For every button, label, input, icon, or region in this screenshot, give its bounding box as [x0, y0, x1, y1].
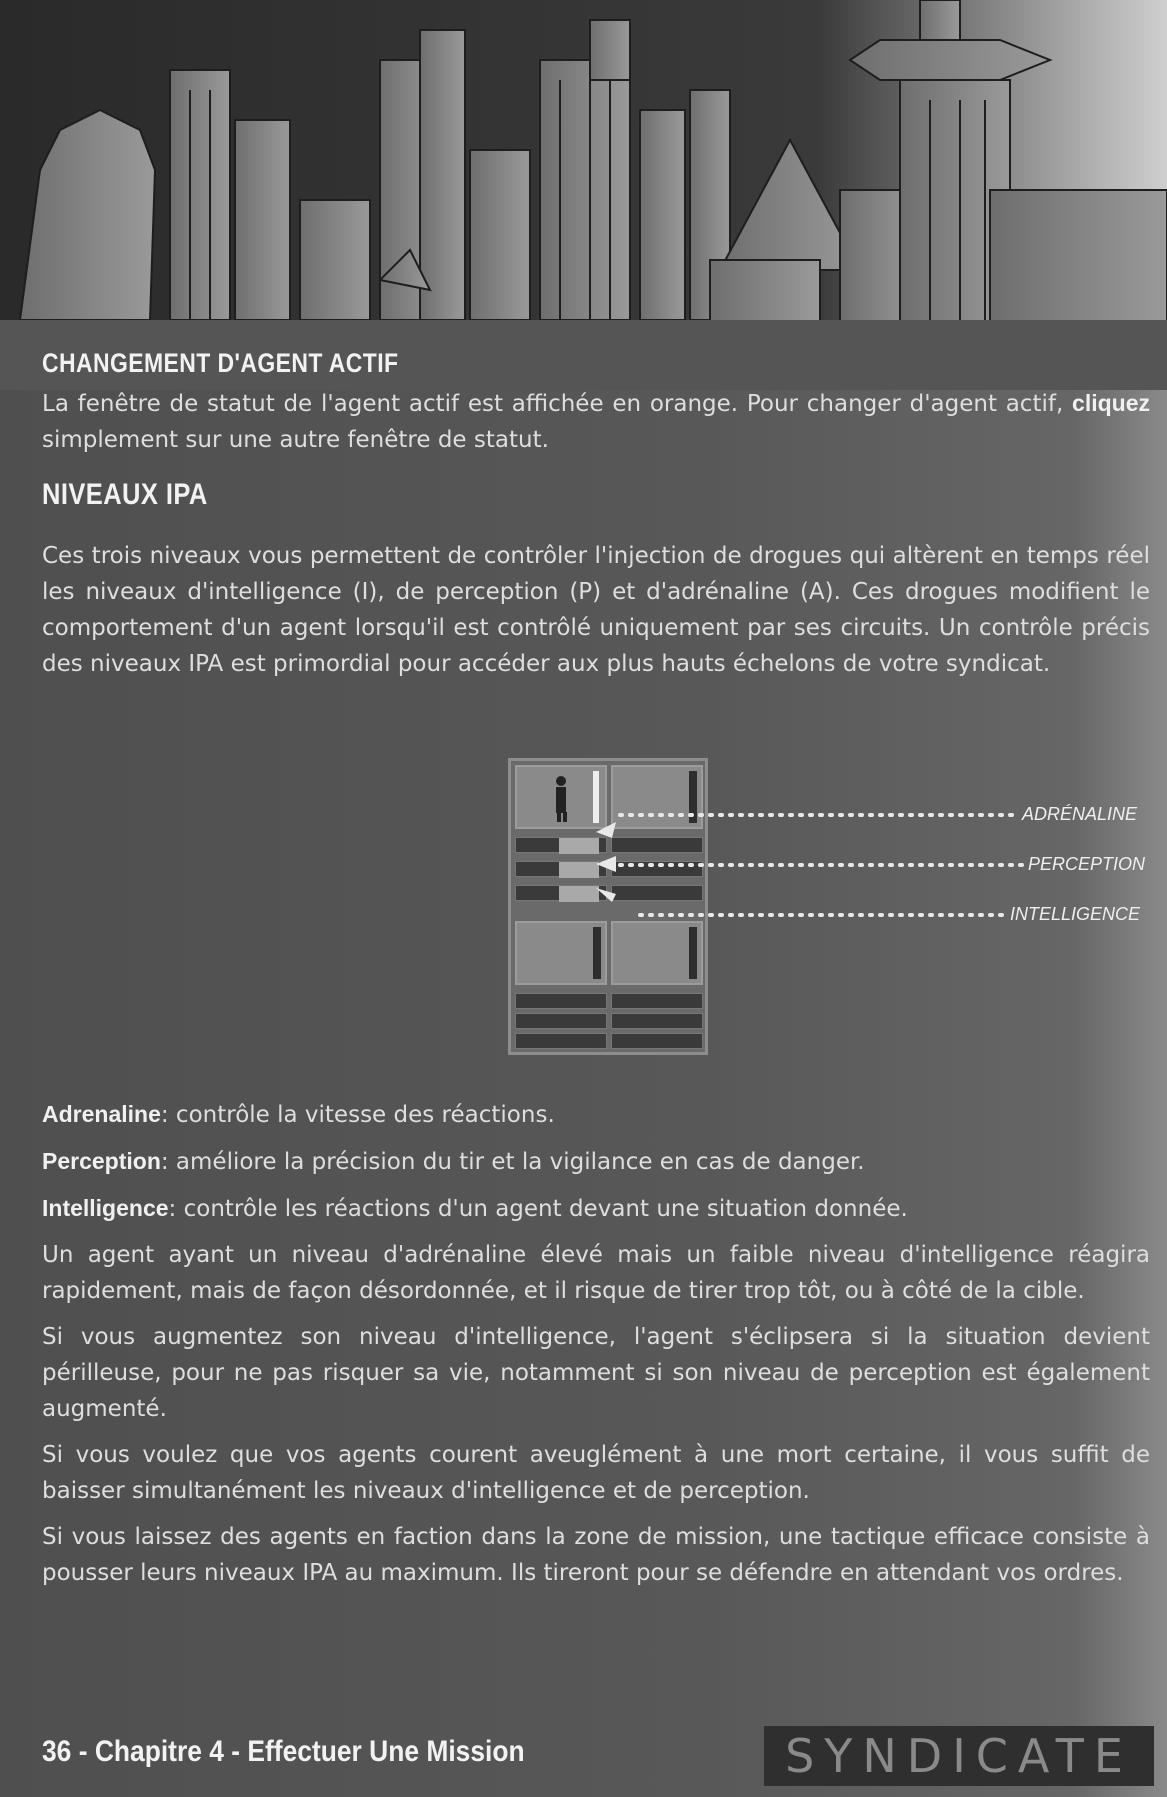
page-footer-title: 36 - Chapitre 4 - Effectuer Une Mission: [42, 1735, 525, 1768]
label-intelligence: INTELLIGENCE: [1010, 904, 1141, 924]
agent-figure-icon: [517, 767, 605, 827]
tip-paragraph-4: Si vous laissez des agents en faction dans la zone de mission, une tactique efficace consiste à pousser leurs niveaux IPA au maximum. Ils tireront pour se défendre en attendant vos ordres.: [42, 1524, 1150, 1586]
agent-portrait-cell: [515, 765, 607, 829]
ipa-paragraph: Ces trois niveaux vous permettent de contrôler l'injection de drogues qui altèrent en temps réel les niveaux d'intelligence (I), de perception (P) et d'adrénaline (A). Ces drogues modifient le comportement d'un agent lorsqu'il est contrôlé uniquement par ses circuits. Un contrôle précis des niveaux IPA est primordial pour accéder aux plus hauts échelons de votre syndicat.: [42, 543, 1150, 677]
section-title-ipa-levels: NIVEAUX IPA: [42, 478, 208, 511]
syndicate-logo: SYNDICATE: [764, 1726, 1154, 1786]
tip-paragraph-3: Si vous voulez que vos agents courent aveuglément à une mort certaine, il vous suffit de baisser simultanément les niveaux d'intelligence et de perception.: [42, 1442, 1150, 1504]
emphasis-click: cliquez: [1072, 390, 1150, 416]
definition-intelligence: Intelligence: contrôle les réactions d'un agent devant une situation donnée.: [42, 1195, 908, 1222]
label-adrenaline: ADRÉNALINE: [1022, 804, 1138, 824]
tip-paragraph-2: Si vous augmentez son niveau d'intelligence, l'agent s'éclipsera si la situation devient périlleuse, pour ne pas risquer sa vie, notamment si son niveau de perception est également augmenté.: [42, 1324, 1150, 1422]
ipa-status-panel-illustration: [508, 758, 708, 1055]
city-skyline-illustration: [0, 0, 1167, 390]
definition-perception: Perception: améliore la précision du tir et la vigilance en cas de danger.: [42, 1148, 865, 1175]
tip-paragraph-1: Un agent ayant un niveau d'adrénaline élevé mais un faible niveau d'intelligence réagira rapidement, mais de façon désordonnée, et il risque de tirer trop tôt, ou à côté de la cible.: [42, 1242, 1150, 1304]
agent-status-cell-3: [515, 921, 607, 985]
label-perception: PERCEPTION: [1028, 854, 1146, 874]
definitions-and-tips: [42, 1096, 1150, 1601]
agent-status-cell-4: [611, 921, 703, 985]
agent-status-cell-2: [611, 765, 703, 829]
intro-sections: [42, 348, 1150, 682]
definition-adrenaline: Adrenaline: contrôle la vitesse des réactions.: [42, 1101, 555, 1128]
section-title-active-agent: CHANGEMENT D'AGENT ACTIF: [42, 348, 399, 378]
active-agent-paragraph: La fenêtre de statut de l'agent actif est affichée en orange. Pour changer d'agent actif, cliquez simplement sur une autre fenêtre de statut.: [42, 390, 1150, 453]
